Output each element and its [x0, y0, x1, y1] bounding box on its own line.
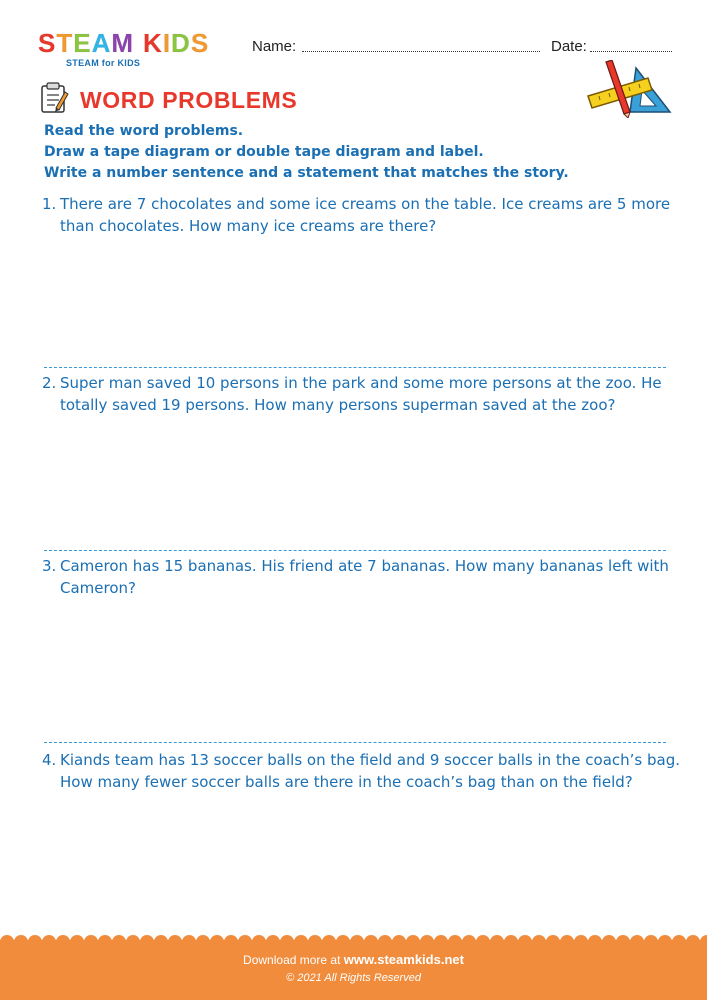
logo-wordmark [38, 30, 234, 56]
section-divider [44, 742, 666, 743]
worksheet-icon [38, 82, 70, 114]
problem-text: Super man saved 10 persons in the park and some more persons at the zoo. He totally saved 19 persons. How many persons superman saved at the zoo? [60, 374, 662, 414]
problem-text: There are 7 chocolates and some ice creams on the table. Ice creams are 5 more than chocolates. How many ice creams are there? [60, 195, 671, 235]
logo-letter: S [190, 28, 209, 58]
problem-text: Kiands team has 13 soccer balls on the field and 9 soccer balls in the coach’s bag. How many fewer soccer balls are there in the coach’s bag than on the field? [60, 751, 681, 791]
steam-kids-logo [38, 30, 234, 70]
instructions [44, 121, 684, 184]
date-field-line[interactable] [590, 51, 672, 52]
instruction-line: Read the word problems. [44, 123, 244, 139]
problem-2 [42, 372, 687, 416]
section-divider [44, 367, 666, 368]
section-divider [44, 550, 666, 551]
logo-space [134, 30, 142, 56]
problem-text: Cameron has 15 bananas. His friend ate 7 bananas. How many bananas left with Cameron? [60, 557, 669, 597]
name-field-line[interactable] [302, 51, 540, 52]
page-title: WORD PROBLEMS [80, 87, 298, 113]
problem-1 [42, 193, 687, 237]
footer-site-link[interactable]: www.steamkids.net [343, 952, 464, 967]
name-label: Name: [252, 38, 297, 55]
problem-number: 1. [42, 195, 57, 213]
logo-subtitle: STEAM for KIDS [66, 58, 141, 68]
logo-letter: M [111, 28, 134, 58]
problem-number: 4. [42, 751, 57, 769]
logo-letter: T [56, 28, 73, 58]
logo-letter: D [171, 28, 190, 58]
footer-copyright: © 2021 All Rights Reserved [286, 972, 421, 984]
instruction-line: Write a number sentence and a statement that matches the story. [44, 165, 569, 181]
logo-letter: A [91, 28, 111, 58]
footer-download [0, 952, 707, 967]
footer-download-prefix: Download more at [243, 953, 341, 967]
logo-letter: E [73, 28, 91, 58]
logo-letter: S [38, 28, 56, 58]
ruler-pencil-triangle-icon [584, 60, 674, 118]
footer [0, 940, 707, 1000]
problem-3 [42, 555, 687, 599]
logo-letter: K [143, 28, 162, 58]
logo-letter: I [162, 28, 171, 58]
problem-4 [42, 749, 687, 793]
instruction-line: Draw a tape diagram or double tape diagram and label. [44, 144, 484, 160]
date-label: Date: [551, 38, 587, 55]
problem-number: 3. [42, 557, 57, 575]
problem-number: 2. [42, 374, 57, 392]
